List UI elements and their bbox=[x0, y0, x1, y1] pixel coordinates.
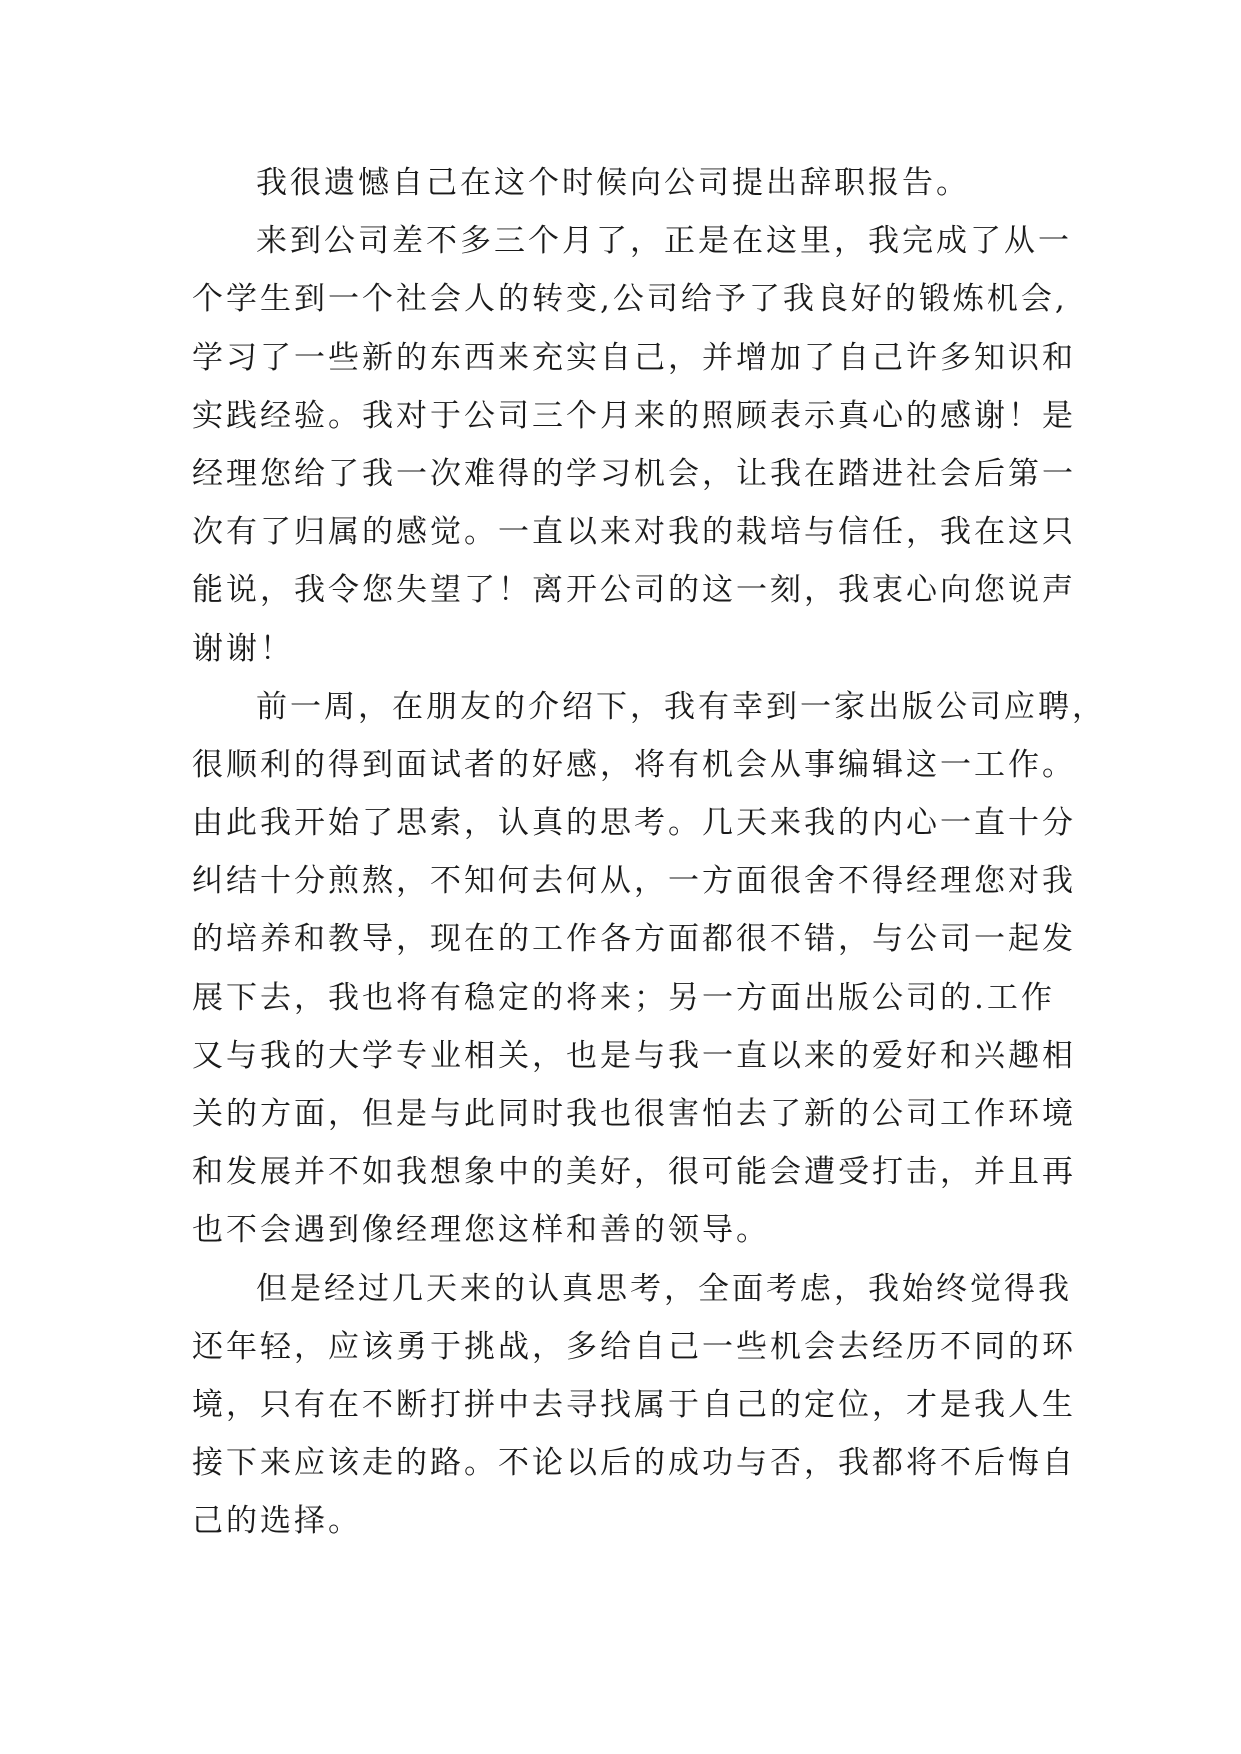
document-body bbox=[192, 154, 1106, 1551]
text-line-14: 的培养和教导，现在的工作各方面都很不错，与公司一起发 bbox=[192, 921, 1076, 958]
text-line-22: 境，只有在不断打拼中去寻找属于自己的定位，才是我人生 bbox=[192, 1386, 1076, 1423]
text-line-23: 接下来应该走的路。不论以后的成功与否，我都将不后悔自 bbox=[192, 1445, 1076, 1482]
text-line-12: 由此我开始了思索，认真的思考。几天来我的内心一直十分 bbox=[192, 805, 1076, 842]
text-line-19: 也不会遇到像经理您这样和善的领导。 bbox=[192, 1212, 770, 1249]
text-line-18: 和发展并不如我想象中的美好，很可能会遭受打击，并且再 bbox=[192, 1154, 1076, 1191]
text-line-2: 来到公司差不多三个月了，正是在这里，我完成了从一 bbox=[256, 223, 1072, 260]
text-line-9: 谢谢！ bbox=[192, 630, 294, 667]
text-line-6: 经理您给了我一次难得的学习机会，让我在踏进社会后第一 bbox=[192, 455, 1076, 492]
text-line-11: 很顺利的得到面试者的好感，将有机会从事编辑这一工作。 bbox=[192, 746, 1076, 783]
text-line-7: 次有了归属的感觉。一直以来对我的栽培与信任，我在这只 bbox=[192, 514, 1076, 551]
text-line-21: 还年轻，应该勇于挑战，多给自己一些机会去经历不同的环 bbox=[192, 1328, 1076, 1365]
text-line-1: 我很遗憾自己在这个时候向公司提出辞职报告。 bbox=[256, 165, 970, 201]
text-line-8: 能说，我令您失望了！离开公司的这一刻，我衷心向您说声 bbox=[192, 572, 1076, 609]
text-line-16: 又与我的大学专业相关，也是与我一直以来的爱好和兴趣相 bbox=[192, 1037, 1076, 1074]
text-line-15: 展下去，我也将有稳定的将来；另一方面出版公司的.工作 bbox=[192, 979, 1055, 1016]
text-line-10: 前一周，在朋友的介绍下，我有幸到一家出版公司应聘， bbox=[256, 688, 1106, 725]
text-line-5: 实践经验。我对于公司三个月来的照顾表示真心的感谢！是 bbox=[192, 397, 1076, 434]
text-line-24: 己的选择。 bbox=[192, 1503, 362, 1540]
text-line-17: 关的方面，但是与此同时我也很害怕去了新的公司工作环境 bbox=[192, 1096, 1076, 1132]
text-line-4: 学习了一些新的东西来充实自己，并增加了自己许多知识和 bbox=[192, 339, 1076, 376]
text-line-20: 但是经过几天来的认真思考，全面考虑，我始终觉得我 bbox=[256, 1270, 1072, 1307]
text-line-3: 个学生到一个社会人的转变,公司给予了我良好的锻炼机会, bbox=[192, 281, 1068, 318]
text-line-13: 纠结十分煎熬，不知何去何从，一方面很舍不得经理您对我 bbox=[192, 863, 1076, 900]
